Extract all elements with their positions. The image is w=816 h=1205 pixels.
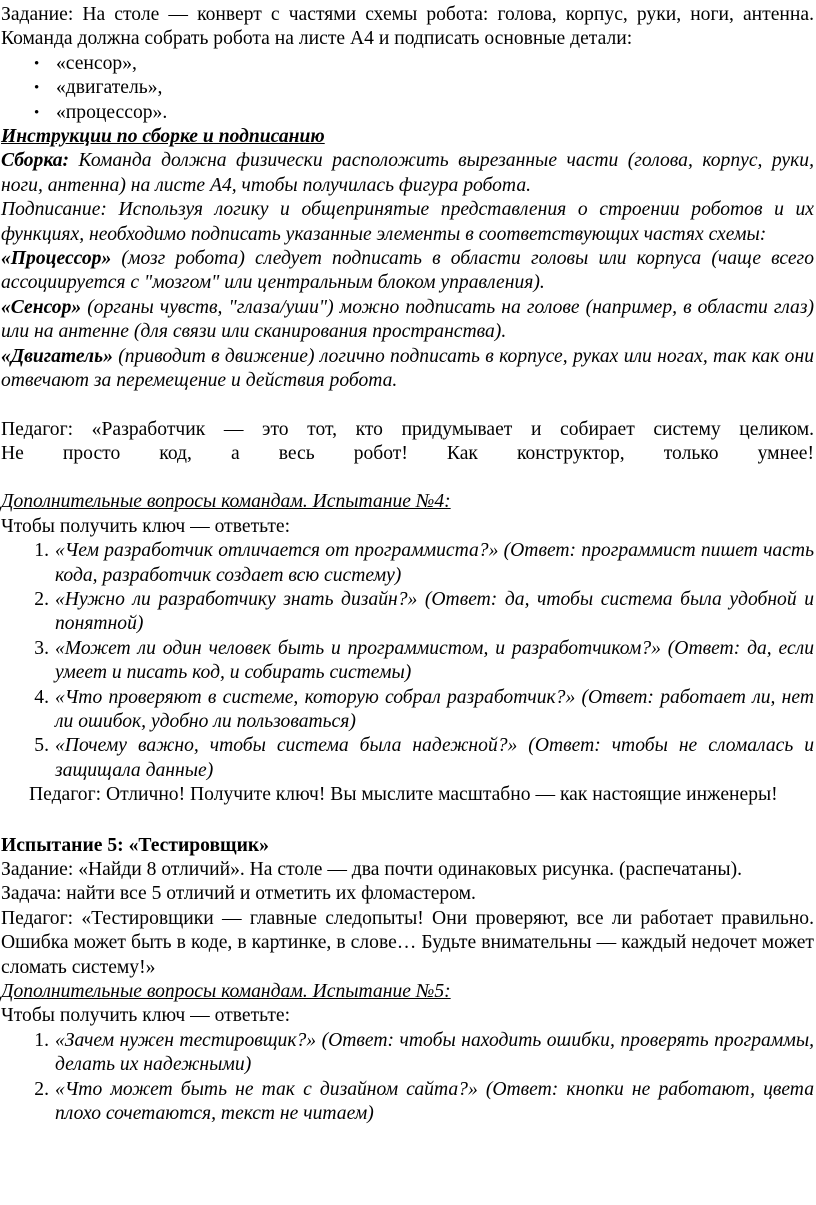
question-number: 4. [34, 686, 49, 708]
spacer [1, 808, 814, 834]
sensor-label: «Сенсор» [1, 296, 82, 318]
question-number: 2. [34, 1078, 49, 1100]
motor-label: «Двигатель» [1, 345, 113, 367]
question-text: «Может ли один человек быть и программистом, и разработчиком?» (Ответ: да, если умеет и писать код, и собирать системы) [55, 637, 814, 684]
questions-list [1, 539, 814, 783]
questions-list [1, 1029, 814, 1127]
processor-label: «Процессор» [1, 248, 112, 270]
task4-task-line: Задание: На столе — конверт с частями схемы робота: голова, корпус, руки, ноги, антенна. Команда должна собрать робота на листе А4 и подписать основные детали: [1, 4, 814, 50]
parts-list [1, 52, 814, 125]
teacher-line: Педагог: «Разработчик — это тот, кто придумывает и собирает систему целиком. [1, 418, 814, 440]
extra-questions-heading: Дополнительные вопросы командам. Испытание №5: [1, 981, 451, 1003]
question-number: 1. [34, 540, 49, 562]
sensor-text: (органы чувств, "глаза/уши") можно подписать на голове (например, в области глаз) или на антенне (для связи или сканирования пространства). [1, 296, 814, 343]
question-number: 2. [34, 588, 49, 610]
task5-teacher-line: Педагог: «Тестировщики — главные следопыты! Они проверяют, все ли работает правильно. Ошибка может быть в коде, в картинке, в слове… Будьте внимательны — каждый недочет может сломать систему!» [1, 907, 814, 978]
labeling-paragraph: Подписание: Используя логику и общепринятые представления о строении роботов и их функциях, необходимо подписать указанные элементы в соответствующих частях схемы: [1, 199, 814, 245]
list-item: • «сенсор», [1, 52, 814, 76]
extra-questions-heading: Дополнительные вопросы командам. Испытание №4: [1, 491, 451, 513]
list-item [1, 588, 814, 637]
list-item [1, 539, 814, 588]
motor-paragraph [1, 345, 814, 394]
question-text: «Чем разработчик отличается от программиста?» (Ответ: программист пишет часть кода, разработчик создает всю систему) [55, 540, 814, 586]
question-text: «Зачем нужен тестировщик?» (Ответ: чтобы находить ошибки, проверять программы, делать их надежными) [55, 1029, 814, 1076]
processor-paragraph [1, 247, 814, 296]
question-text: «Что проверяют в системе, которую собрал разработчик?» (Ответ: работает ли, нет ли ошибок, удобно ли пользоваться) [55, 686, 814, 732]
teacher-closing: Педагог: Отлично! Получите ключ! Вы мыслите масштабно — как настоящие инженеры! [29, 784, 778, 806]
list-item: • «процессор». [1, 101, 814, 125]
key-prompt: Чтобы получить ключ — ответьте: [1, 515, 291, 537]
processor-text: (мозг робота) следует подписать в области головы или корпуса (чаще всего ассоциируется с "мозгом" или центральным блоком управления). [1, 248, 814, 294]
question-number: 1. [34, 1029, 49, 1051]
task5-task-line: Задание: «Найди 8 отличий». На столе — два почти одинаковых рисунка. (распечатаны). [1, 859, 742, 880]
instructions-heading: Инструкции по сборке и подписанию [1, 126, 325, 148]
list-item: • «двигатель», [1, 76, 814, 100]
list-item [1, 686, 814, 735]
motor-text: (приводит в движение) логично подписать в корпусе, руках или ногах, так как они отвечают за перемещение и действия робота. [1, 345, 814, 392]
task5-heading: Испытание 5: «Тестировщик» [1, 834, 269, 856]
teacher-line: Не просто код, а весь робот! Как конструктор, только умнее! [1, 442, 814, 464]
question-number: 3. [34, 637, 49, 659]
question-text: «Нужно ли разработчику знать дизайн?» (Ответ: да, чтобы система была удобной и понятной) [55, 588, 814, 635]
list-item [1, 1029, 814, 1078]
list-item [1, 637, 814, 686]
assembly-paragraph [1, 149, 814, 198]
list-item [1, 734, 814, 783]
assembly-text: Команда должна физически расположить вырезанные части (голова, корпус, руки, ноги, антенна) на листе А4, чтобы получилась фигура робота. [1, 150, 814, 196]
spacer [1, 394, 814, 418]
question-text: «Почему важно, чтобы система была надежной?» (Ответ: чтобы не сломалась и защищала данные) [55, 735, 814, 781]
task5-goal-line: Задача: найти все 5 отличий и отметить их фломастером. [1, 883, 476, 905]
list-item [1, 1078, 814, 1127]
assembly-label: Сборка: [1, 150, 70, 172]
key-prompt: Чтобы получить ключ — ответьте: [1, 1005, 291, 1027]
question-text: «Что может быть не так с дизайном сайта?» (Ответ: кнопки не работают, цвета плохо сочетаются, текст не читаем) [55, 1078, 814, 1125]
sensor-paragraph [1, 296, 814, 345]
question-number: 5. [34, 735, 49, 757]
spacer [1, 466, 814, 490]
